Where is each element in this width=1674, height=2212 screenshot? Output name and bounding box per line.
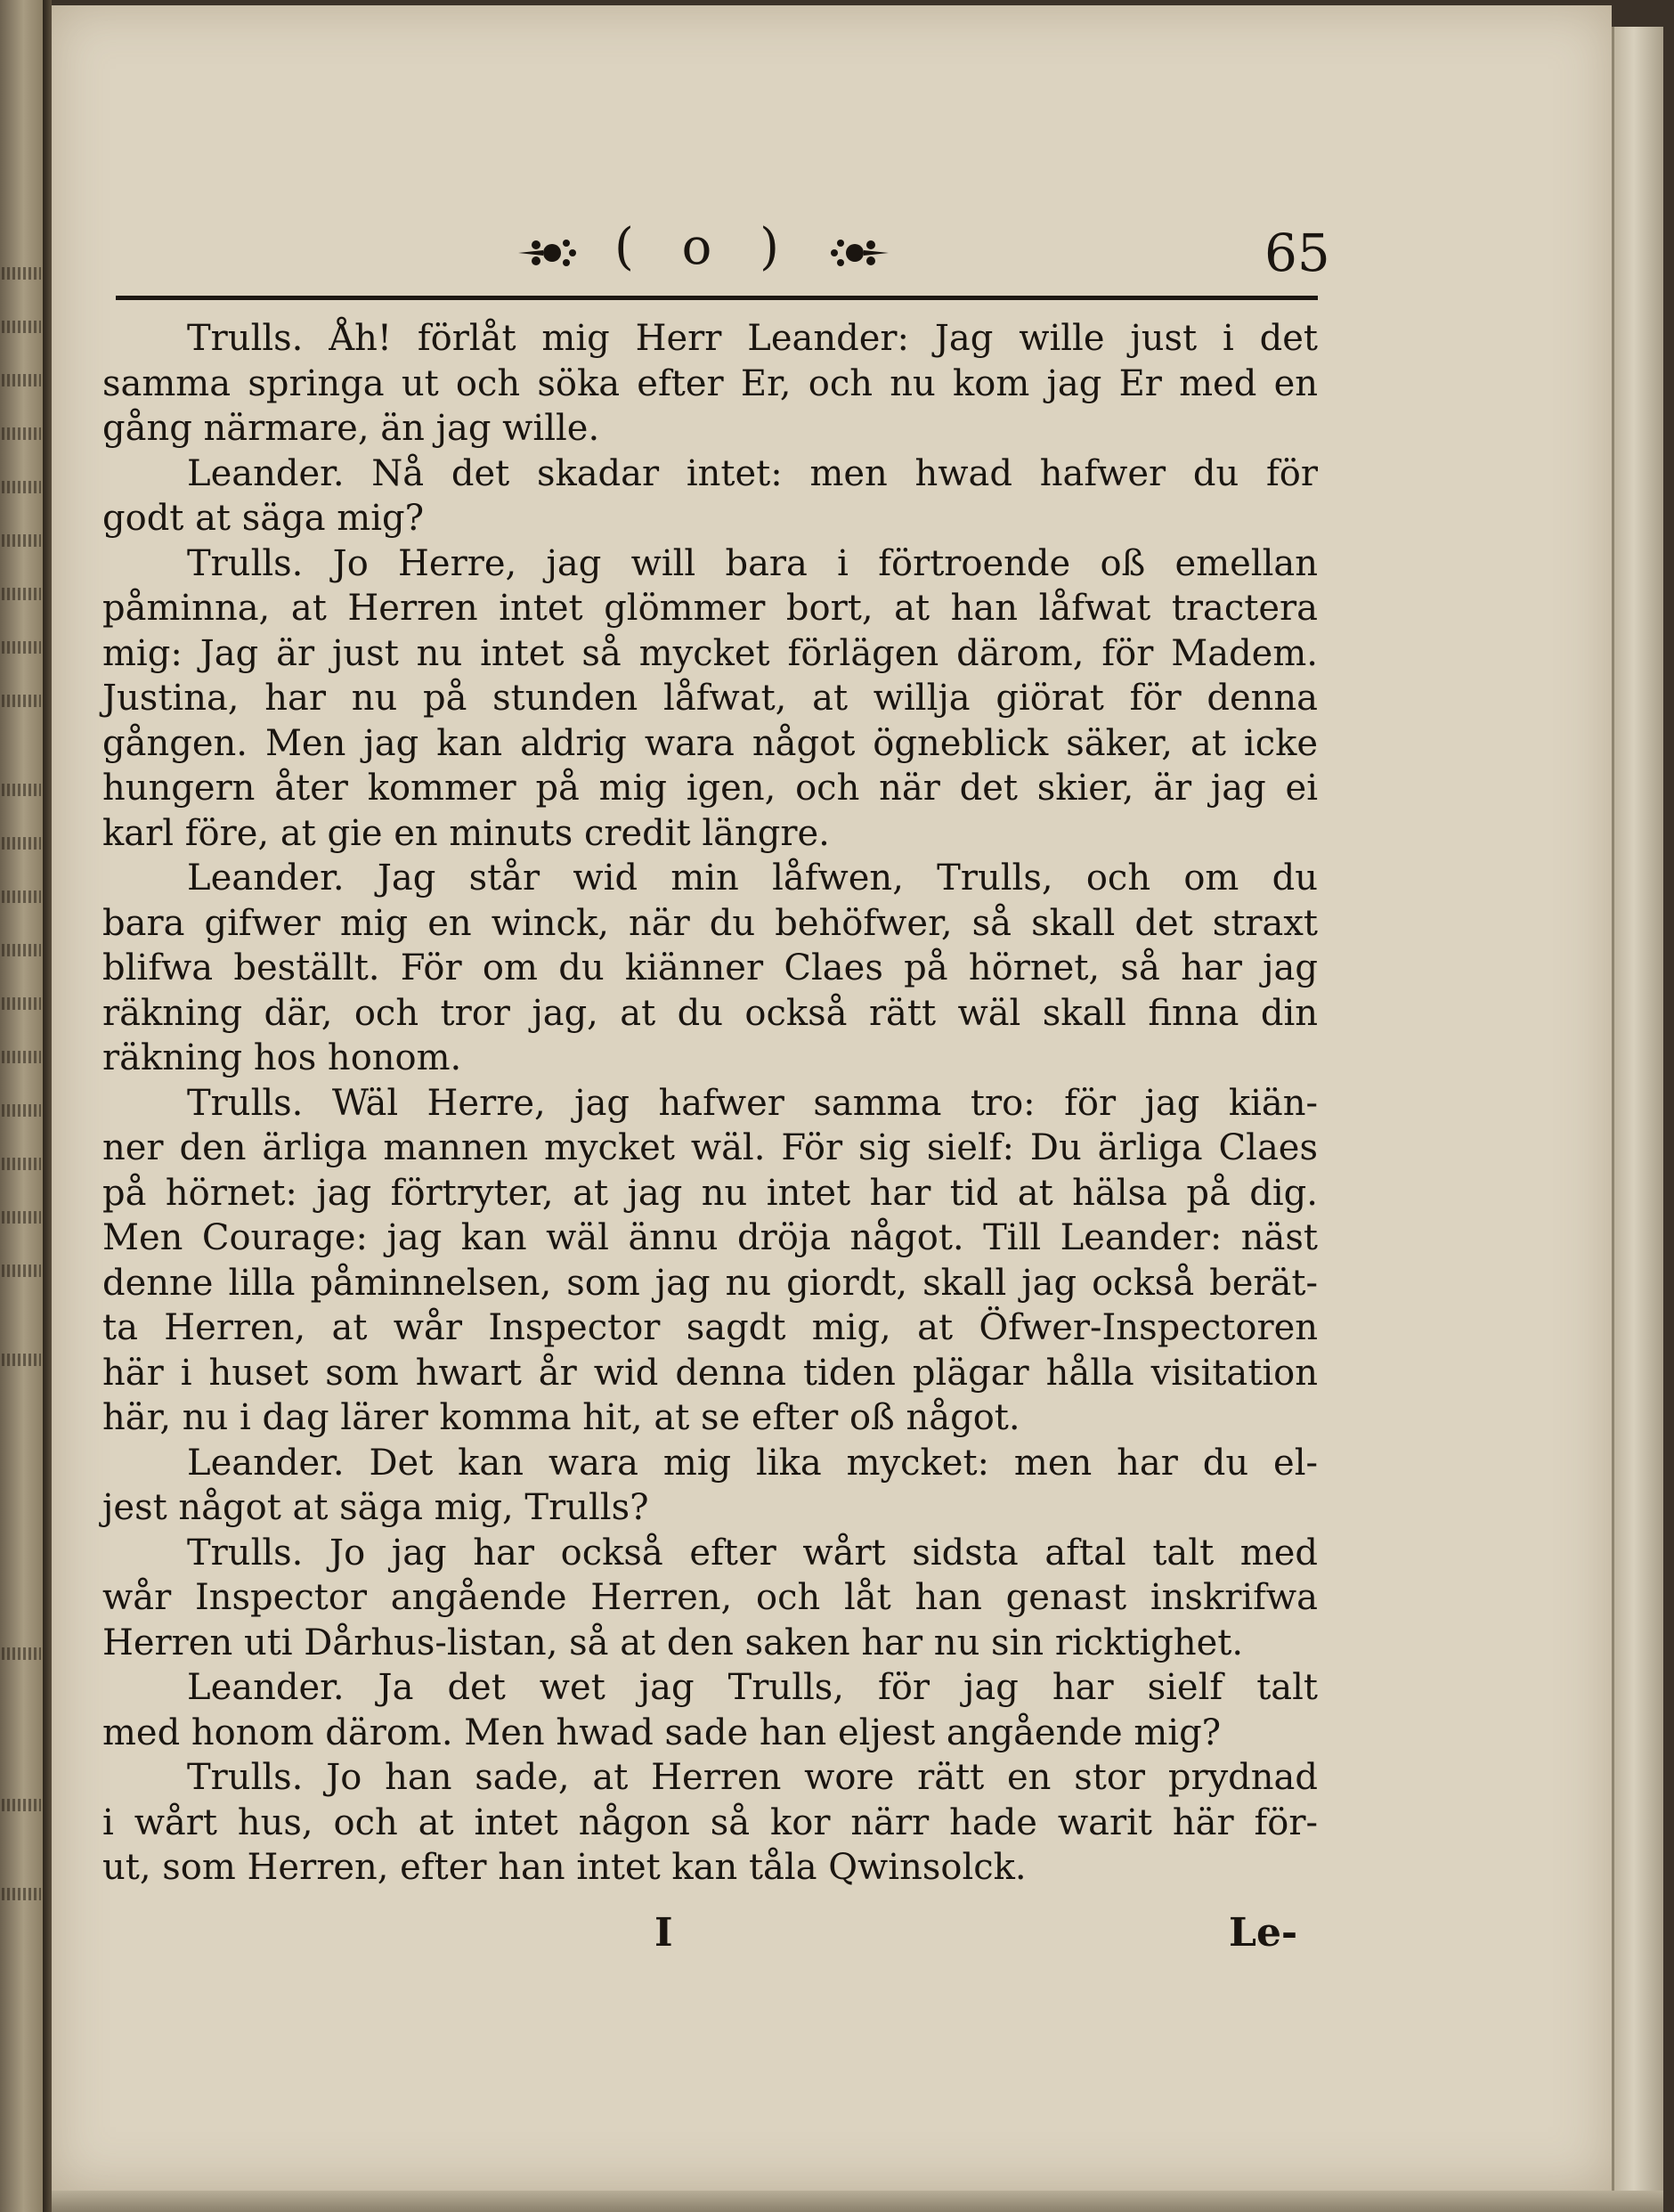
text-line: ner den ärliga mannen mycket wäl. För sig sielf: Du ärliga Claes (102, 1127, 1318, 1168)
floral-ornament-icon (828, 234, 890, 272)
text-line: här i huset som hwart år wid denna tiden plägar hålla visitation (102, 1352, 1318, 1394)
text-line: räkning hos honom. (102, 1037, 462, 1078)
page-bottom-edge (52, 2191, 1663, 2212)
text-line: Herren uti Dårhus-listan, så at den saken har nu sin ricktighet. (102, 1622, 1244, 1663)
text-line: blifwa beställt. För om du kiänner Claes på hörnet, så har jag (102, 947, 1318, 988)
text-line: i wårt hus, och at intet någon så kor närr hade warit här för- (102, 1801, 1318, 1843)
header-rule (116, 296, 1318, 300)
catchword: Le- (1229, 1910, 1298, 1956)
text-line: med honom därom. Men hwad sade han eljest angående mig? (102, 1712, 1222, 1753)
page-number: 65 (1264, 223, 1330, 283)
floral-ornament-icon (516, 234, 579, 272)
text-line: hungern åter kommer på mig igen, och när det skier, är jag ei (102, 768, 1318, 809)
text-line: jest något at säga mig, Trulls? (102, 1487, 649, 1528)
text-line: Men Courage: jag kan wäl ännu dröja något. Till Leander: näst (102, 1217, 1318, 1258)
text-line: gången. Men jag kan aldrig wara något ögneblick säker, at icke (102, 722, 1318, 764)
text-line: Trulls. Jo Herre, jag will bara i förtroende oß emellan (187, 542, 1318, 584)
body-text (102, 316, 1318, 1891)
text-line: Justina, har nu på stunden låfwat, at willja giörat för denna (102, 678, 1318, 719)
text-line: samma springa ut och söka efter Er, och nu kom jag Er med en (102, 362, 1318, 404)
running-head: ( o ) (614, 218, 796, 276)
text-line: påminna, at Herren intet glömmer bort, at han låfwat tractera (102, 588, 1318, 629)
text-line: Leander. Det kan wara mig lika mycket: men har du el- (187, 1442, 1318, 1484)
facing-page-edge (0, 0, 43, 2212)
text-line: godt at säga mig? (102, 498, 425, 539)
book-gutter (43, 0, 52, 2212)
running-header (516, 218, 1318, 289)
text-line: räkning där, och tror jag, at du också rätt wäl skall finna din (102, 992, 1318, 1034)
text-line: på hörnet: jag förtryter, at jag nu intet har tid at hälsa på dig. (102, 1172, 1318, 1214)
signature-mark: I (654, 1910, 673, 1956)
text-line: Leander. Jag står wid min låfwen, Trulls, och om du (187, 858, 1318, 899)
text-line: karl före, at gie en minuts credit längre. (102, 812, 830, 854)
text-line: mig: Jag är just nu intet så mycket förlägen därom, för Madem. (102, 632, 1318, 674)
text-line: denne lilla påminnelsen, som jag nu giordt, skall jag också berät- (102, 1262, 1318, 1304)
page-stack-edge (1612, 27, 1663, 2191)
text-line: ut, som Herren, efter han intet kan tåla Qwinsolck. (102, 1847, 1027, 1888)
text-line: wår Inspector angående Herren, och låt han genast inskrifwa (102, 1577, 1318, 1618)
text-line: här, nu i dag lärer komma hit, at se efter oß något. (102, 1397, 1020, 1438)
text-line: gång närmare, än jag wille. (102, 408, 600, 449)
text-line: Leander. Ja det wet jag Trulls, för jag har sielf talt (187, 1667, 1318, 1708)
text-line: Trulls. Åh! förlåt mig Herr Leander: Jag wille just i det (187, 318, 1318, 359)
text-line: Leander. Nå det skadar intet: men hwad hafwer du för (187, 452, 1318, 494)
text-line: bara gifwer mig en winck, när du behöfwer, så skall det straxt (102, 902, 1318, 944)
text-line: Trulls. Jo han sade, at Herren wore rätt en stor prydnad (187, 1757, 1318, 1798)
text-line: Trulls. Wäl Herre, jag hafwer samma tro: för jag kiän- (187, 1082, 1318, 1124)
text-line: Trulls. Jo jag har också efter wårt sidsta aftal talt med (187, 1532, 1318, 1574)
text-line: ta Herren, at wår Inspector sagdt mig, at Öfwer-Inspectoren (102, 1307, 1318, 1348)
